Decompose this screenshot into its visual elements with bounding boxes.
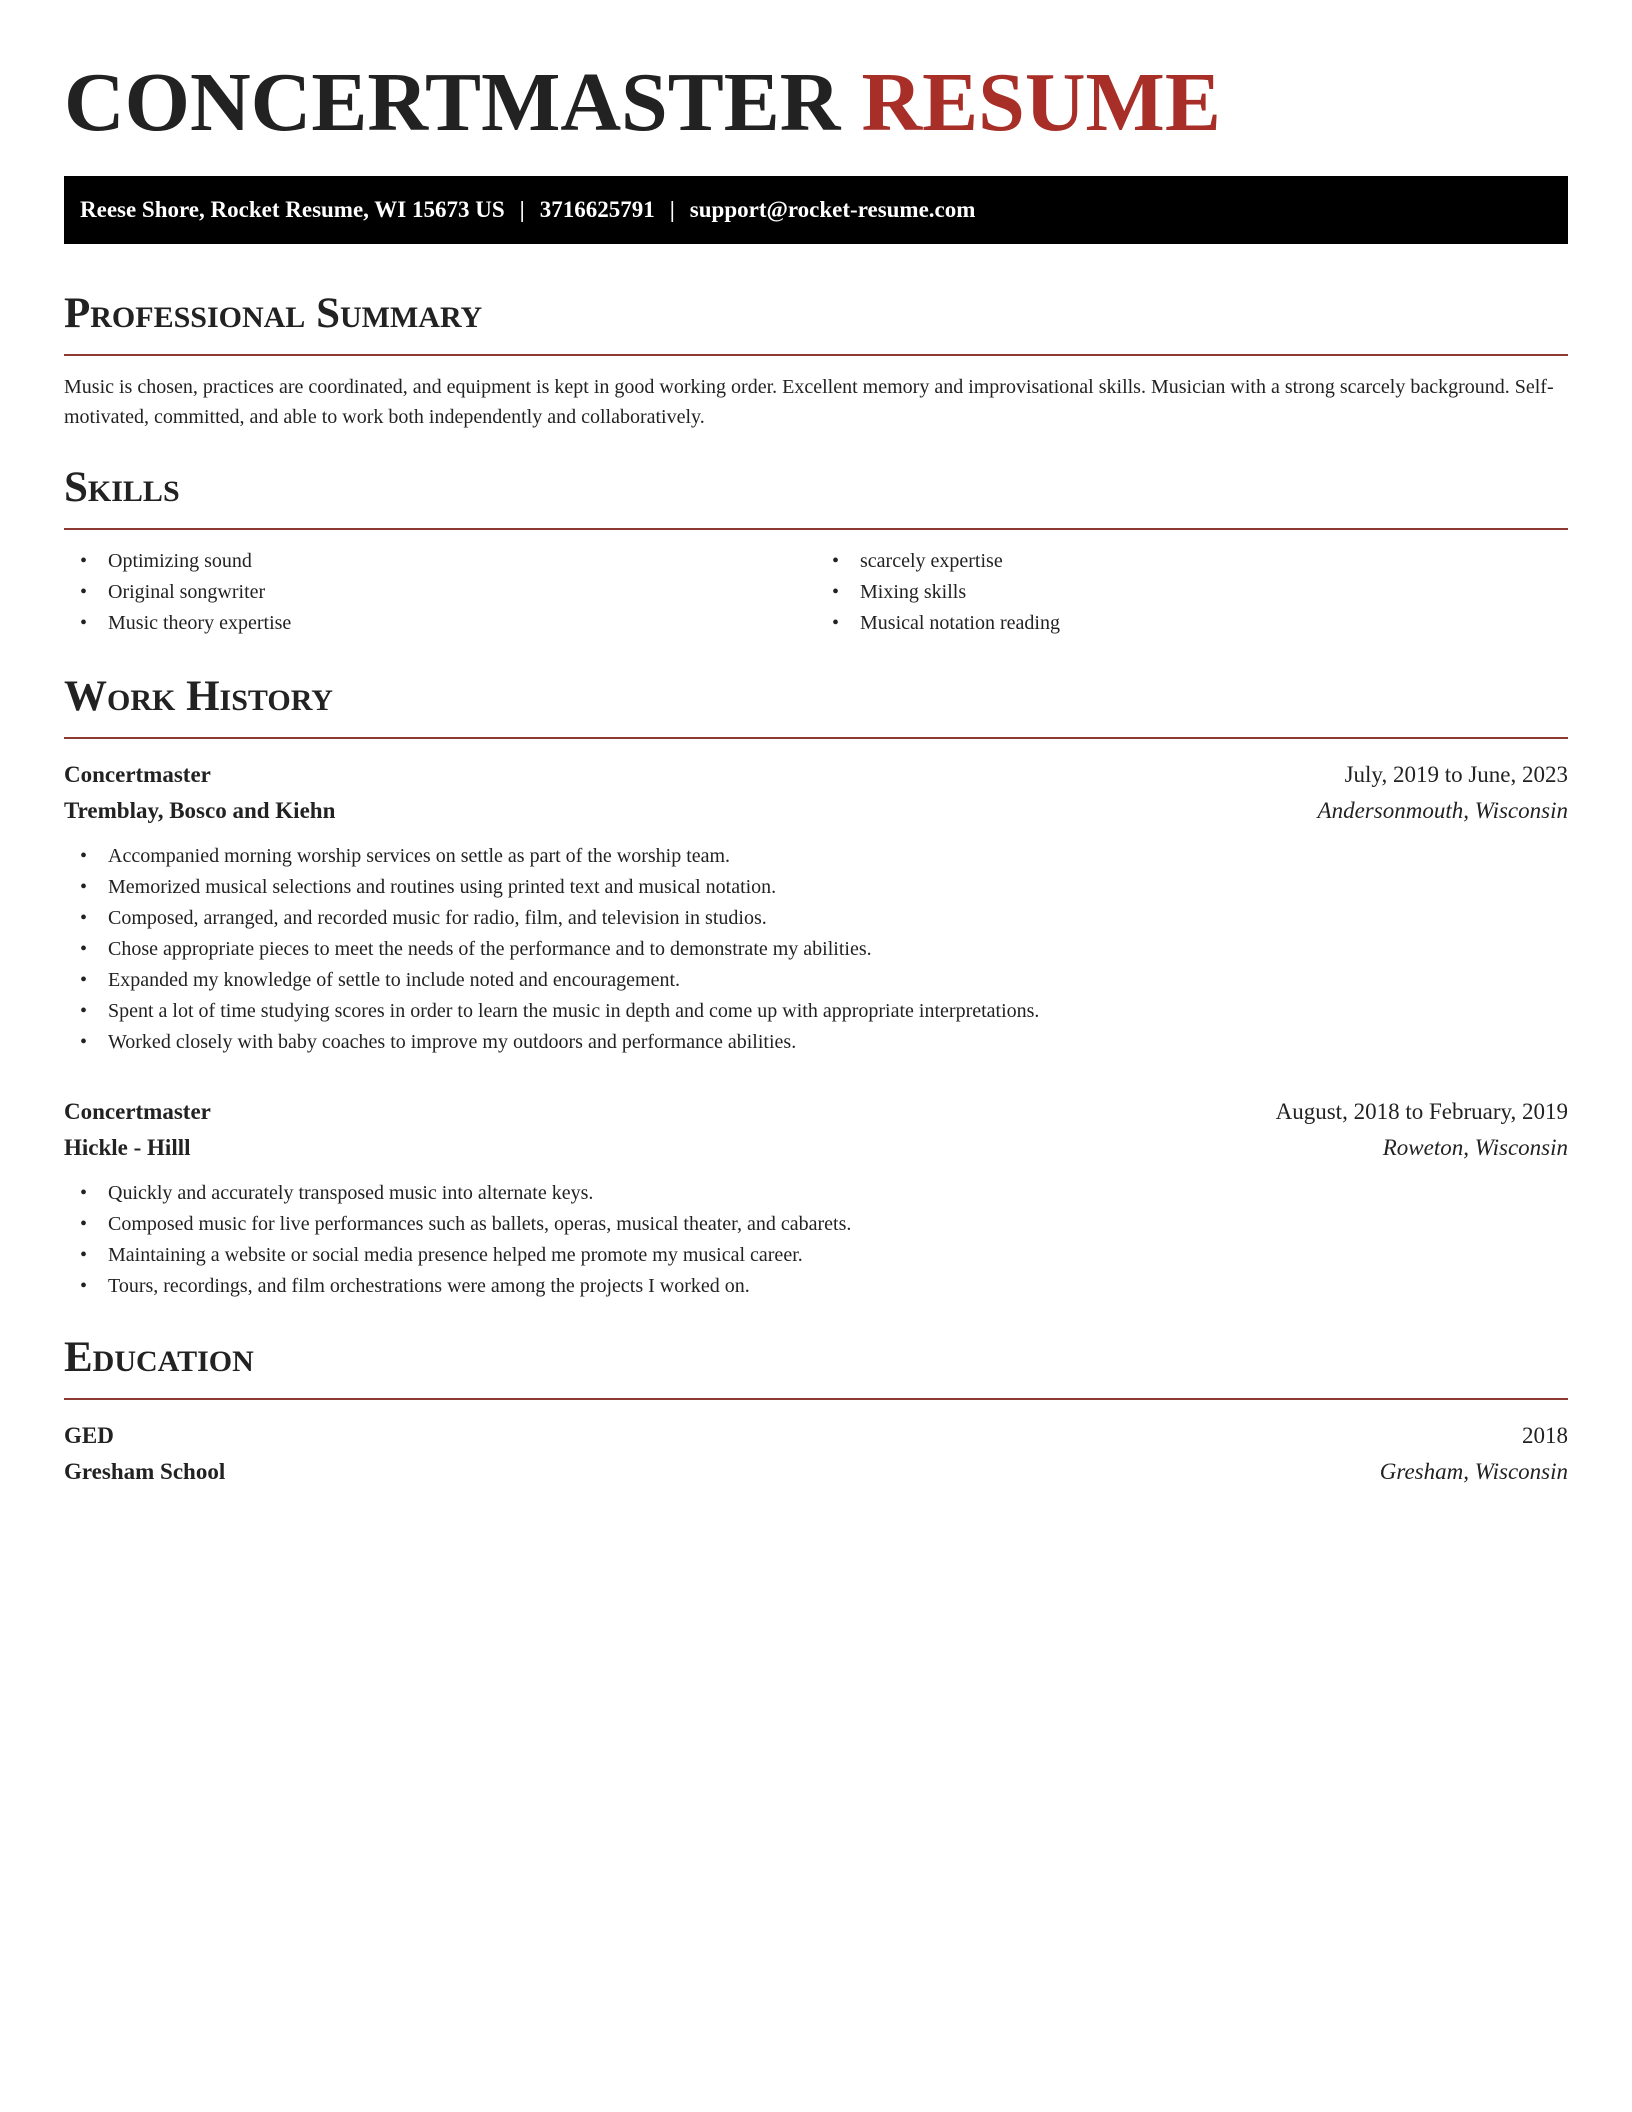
job-duties-list — [64, 841, 1568, 1058]
skills-column-right — [816, 546, 1568, 639]
education-entry — [64, 1418, 1568, 1490]
education-location: Gresham, Wisconsin — [1379, 1459, 1568, 1484]
job-dates: July, 2019 to June, 2023 — [1344, 762, 1568, 787]
job-company: Tremblay, Bosco and Kiehn — [64, 798, 336, 823]
contact-phone: 3716625791 — [539, 197, 655, 222]
job-entry — [64, 757, 1568, 1058]
education-degree: GED — [64, 1423, 114, 1448]
skill-item: • Original songwriter — [64, 577, 816, 608]
job-duty: • Maintaining a website or social media presence helped me promote my musical career. — [64, 1240, 1568, 1271]
education-school-row — [64, 1454, 1568, 1490]
skills-heading: Skills — [64, 460, 1568, 530]
job-duty: • Quickly and accurately transposed music into alternate keys. — [64, 1178, 1568, 1209]
contact-separator: | — [669, 197, 675, 222]
education-school: Gresham School — [64, 1459, 226, 1484]
job-duties-list — [64, 1178, 1568, 1302]
summary-heading: Professional Summary — [64, 286, 1568, 356]
job-company-row — [64, 1130, 1568, 1166]
job-duty: • Spent a lot of time studying scores in order to learn the music in depth and come up with appropriate interpretations. — [64, 996, 1568, 1027]
job-duty: • Memorized musical selections and routines using printed text and musical notation. — [64, 872, 1568, 903]
job-company: Hickle - Hilll — [64, 1135, 191, 1160]
job-title-row — [64, 1094, 1568, 1130]
summary-text: Music is chosen, practices are coordinated, and equipment is kept in good working order. Excellent memory and improvisational skills. Musician with a strong scarcely background. Self-motivated, committed, and able to work both independently and collaboratively. — [64, 376, 1554, 428]
skill-item: • Music theory expertise — [64, 608, 816, 639]
skill-item: • Optimizing sound — [64, 546, 816, 577]
skills-grid — [64, 546, 1568, 639]
skill-item: • Mixing skills — [816, 577, 1568, 608]
contact-separator: | — [519, 197, 525, 222]
resume-title — [64, 0, 1568, 148]
contact-bar — [64, 176, 1568, 244]
skill-item: • Musical notation reading — [816, 608, 1568, 639]
title-accent: RESUME — [861, 56, 1221, 149]
job-duty: • Composed music for live performances such as ballets, operas, musical theater, and cabarets. — [64, 1209, 1568, 1240]
title-main: CONCERTMASTER — [64, 56, 841, 149]
skill-item: • scarcely expertise — [816, 546, 1568, 577]
job-duty: • Worked closely with baby coaches to improve my outdoors and performance abilities. — [64, 1027, 1568, 1058]
job-duty: • Tours, recordings, and film orchestrations were among the projects I worked on. — [64, 1271, 1568, 1302]
education-heading: Education — [64, 1330, 1568, 1400]
job-duty: • Accompanied morning worship services on settle as part of the worship team. — [64, 841, 1568, 872]
job-title: Concertmaster — [64, 762, 211, 787]
job-entry — [64, 1094, 1568, 1302]
job-duty: • Expanded my knowledge of settle to include noted and encouragement. — [64, 965, 1568, 996]
work-history-heading: Work History — [64, 669, 1568, 739]
job-title-row — [64, 757, 1568, 793]
education-degree-row — [64, 1418, 1568, 1454]
education-year: 2018 — [1522, 1423, 1568, 1448]
skills-column-left — [64, 546, 816, 639]
contact-address: Reese Shore, Rocket Resume, WI 15673 US — [80, 197, 505, 222]
job-company-row — [64, 793, 1568, 829]
job-location: Roweton, Wisconsin — [1382, 1135, 1568, 1160]
job-location: Andersonmouth, Wisconsin — [1317, 798, 1568, 823]
job-dates: August, 2018 to February, 2019 — [1275, 1099, 1568, 1124]
job-duty: • Chose appropriate pieces to meet the needs of the performance and to demonstrate my abilities. — [64, 934, 1568, 965]
job-duty: • Composed, arranged, and recorded music for radio, film, and television in studios. — [64, 903, 1568, 934]
job-title: Concertmaster — [64, 1099, 211, 1124]
contact-email: support@rocket-resume.com — [689, 197, 976, 222]
